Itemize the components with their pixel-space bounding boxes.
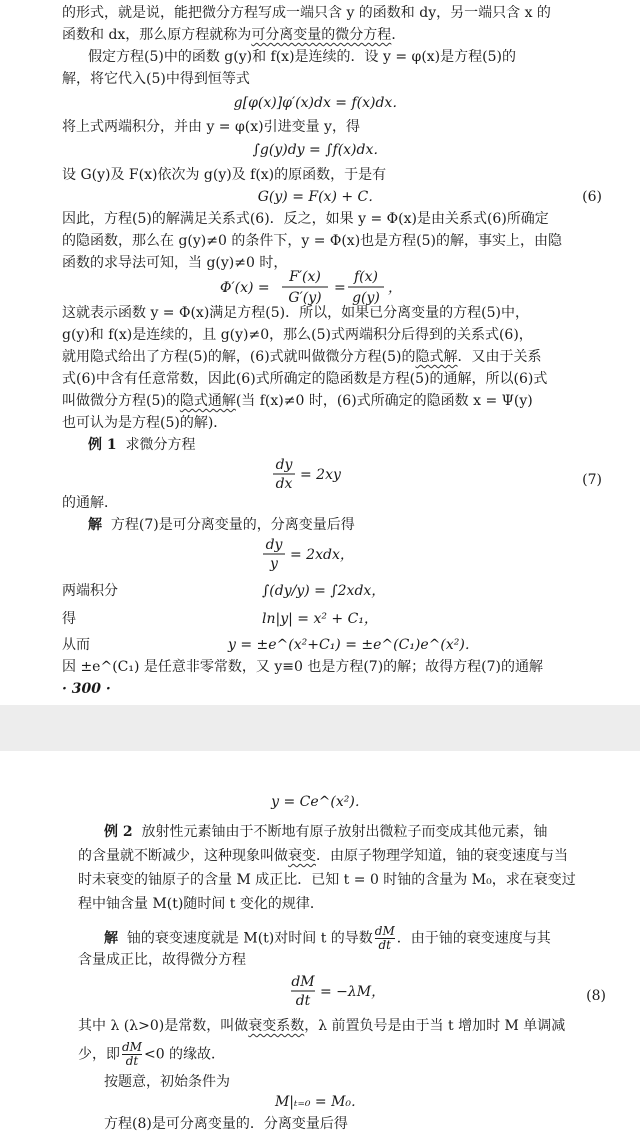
inline-fraction — [122, 1041, 142, 1068]
text-line: 式(6)中含有任意常数，因此(6)式所确定的隐函数是方程(5)的通解，所以(6)式 — [62, 371, 548, 387]
text-span: ．又由于关系 — [457, 349, 542, 365]
solution-text-line — [104, 925, 551, 952]
frac-numerator: dM — [374, 924, 395, 938]
eq-lhs: Φ′(x) = — [220, 280, 270, 296]
frac-denominator: g(y) — [352, 290, 380, 306]
text-span: 函数和 dx，那么原方程就称为 — [62, 27, 252, 43]
text-line: 的隐函数，那么在 g(y)≠0 的条件下，y = Φ(x)也是方程(5)的解，事实上，由隐 — [62, 233, 562, 249]
frac-numerator: F′(x) — [289, 269, 321, 285]
frac-numerator: dy — [265, 537, 283, 553]
text-line: 将上式两端积分，并由 y = φ(x)引进变量 y，得 — [62, 119, 360, 135]
text-span: ．由于铀的衰变速度与其 — [396, 930, 551, 947]
text-line: 含量成正比，故得微分方程 — [78, 952, 246, 968]
frac-denominator: dt — [125, 1054, 139, 1068]
text-line — [62, 392, 533, 410]
text-line: 的形式，就是说，能把微分方程写成一端只含 y 的函数和 dy，另一端只含 x 的 — [62, 5, 551, 21]
solution-text: 方程(7)是可分离变量的，分离变量后得 — [110, 517, 355, 533]
text-line: 方程(8)是可分离变量的．分离变量后得 — [104, 1116, 348, 1132]
term-decay: 衰变 — [288, 848, 316, 864]
example-heading — [104, 823, 548, 841]
text-span: 就用隐式给出了方程(5)的解，(6)式就叫做微分方程(5)的 — [62, 349, 416, 365]
frac-denominator: dx — [275, 476, 293, 492]
example-text: 求微分方程 — [125, 437, 196, 453]
example-label: 例 1 — [88, 437, 117, 453]
solution-heading — [88, 516, 355, 534]
text-line: 函数的求导法可知，当 g(y)≠0 时， — [62, 255, 288, 271]
equation: y = ±e^(x²+C₁) = ±e^(C₁)e^(x²)． — [228, 637, 479, 653]
eq-rhs: = −λM， — [320, 984, 386, 1000]
text-line: 也可认为是方程(5)的解)． — [62, 415, 228, 431]
equation: g[φ(x)]φ′(x)dx = f(x)dx． — [233, 95, 407, 111]
equation-7 — [272, 454, 372, 494]
text-span: 叫做微分方程(5)的 — [62, 393, 180, 409]
equation: y = Ce^(x²)． — [271, 794, 369, 810]
term-separable-equation: 可分离变量的微分方程 — [251, 27, 392, 43]
equation: ln|y| = x² + C₁， — [262, 611, 378, 627]
text-line — [78, 1041, 225, 1068]
frac-numerator: dM — [122, 1040, 142, 1054]
text-line — [62, 348, 542, 366]
text-span: (当 f(x)≠0 时，(6)式所确定的隐函数 x = Ψ(y) — [235, 393, 533, 409]
example-heading — [88, 436, 196, 454]
equation: G(y) = F(x) + C． — [257, 189, 383, 205]
equation-number: (7) — [582, 472, 602, 488]
equation-separated — [262, 534, 382, 574]
example-text: 放射性元素铀由于不断地有原子放射出微粒子而变成其他元素，铀 — [141, 824, 548, 840]
text-span: <0 的缘故． — [143, 1046, 226, 1063]
text-line: g(y)和 f(x)是连续的，且 g(y)≠0，那么(5)式两端积分后得到的关系式(6)， — [62, 327, 533, 343]
text-line: 假定方程(5)中的函数 g(y)和 f(x)是连续的．设 y = φ(x)是方程(5)的 — [88, 49, 516, 65]
text-line: 因此，方程(5)的解满足关系式(6)．反之，如果 y = Φ(x)是由关系式(6)所确定 — [62, 211, 549, 227]
equation-number: (8) — [586, 988, 606, 1004]
frac-numerator: dM — [291, 974, 315, 990]
text-span: ．由原子物理学知道，铀的衰变速度与当 — [316, 848, 568, 864]
equation: ∫(dy/y) = ∫2xdx， — [262, 583, 386, 599]
step-label: 从而 — [62, 637, 90, 653]
equation-number: (6) — [582, 189, 602, 205]
step-label: 得 — [62, 611, 76, 627]
solution-label: 解 — [104, 930, 118, 947]
textbook-page-301 — [0, 751, 640, 1138]
text-line: 时未衰变的铀原子的含量 M 成正比．已知 t = 0 时铀的含量为 M₀，求在衰变过 — [78, 872, 576, 888]
text-span: 铀的衰变速度就是 M(t)对时间 t 的导数 — [126, 930, 373, 947]
term-implicit-general-solution: 隐式通解 — [179, 393, 236, 409]
term-decay-coefficient: 衰变系数 — [248, 1018, 305, 1034]
page-separator — [0, 705, 640, 751]
frac-denominator: G′(y) — [288, 290, 322, 306]
inline-fraction — [375, 925, 395, 952]
equation: M|ₜ₌₀ = M₀． — [274, 1094, 366, 1110]
text-line: 设 G(y)及 F(x)依次为 g(y)及 f(x)的原函数，于是有 — [62, 167, 387, 183]
solution-label: 解 — [88, 517, 102, 533]
frac-denominator: dt — [378, 938, 392, 952]
text-line — [62, 26, 405, 44]
text-span: ，λ 前置负号是由于当 t 增加时 M 单调减 — [304, 1018, 566, 1034]
text-span: 其中 λ (λ>0)是常数，叫做 — [78, 1018, 249, 1034]
text-line — [78, 847, 568, 865]
equation: ∫g(y)dy = ∫f(x)dx． — [252, 142, 388, 158]
text-line: 按题意，初始条件为 — [104, 1074, 230, 1090]
text-span: ． — [391, 27, 406, 43]
frac-denominator: y — [270, 556, 278, 572]
eq-rhs: = 2xdx， — [290, 547, 354, 563]
text-line: 程中铀含量 M(t)随时间 t 变化的规律． — [78, 896, 324, 912]
example-label: 例 2 — [104, 824, 133, 840]
text-line: 这就表示函数 y = Φ(x)满足方程(5)．所以，如果已分离变量的方程(5)中， — [62, 305, 529, 321]
frac-numerator: dy — [275, 457, 293, 473]
eq-equals: = — [334, 280, 346, 296]
text-span: 少，即 — [78, 1046, 120, 1063]
eq-rhs: = 2xy — [300, 467, 341, 483]
step-label: 两端积分 — [62, 583, 118, 599]
page-number: · 300 · — [62, 681, 111, 697]
term-implicit-solution: 隐式解 — [415, 349, 458, 365]
eq-comma: ， — [388, 280, 402, 296]
frac-denominator: dt — [295, 993, 311, 1009]
text-line: 解，将它代入(5)中得到恒等式 — [62, 71, 250, 87]
frac-numerator: f(x) — [353, 269, 379, 285]
text-line — [78, 1017, 565, 1035]
equation-8 — [290, 971, 410, 1011]
equation-derivative — [220, 266, 420, 308]
text-span: 的含量就不断减少，这种现象叫做 — [78, 848, 288, 864]
text-line: 的通解． — [62, 495, 118, 511]
text-line: 因 ±e^(C₁) 是任意非零常数，又 y≡0 也是方程(7)的解；故得方程(7)的通解 — [62, 659, 544, 675]
